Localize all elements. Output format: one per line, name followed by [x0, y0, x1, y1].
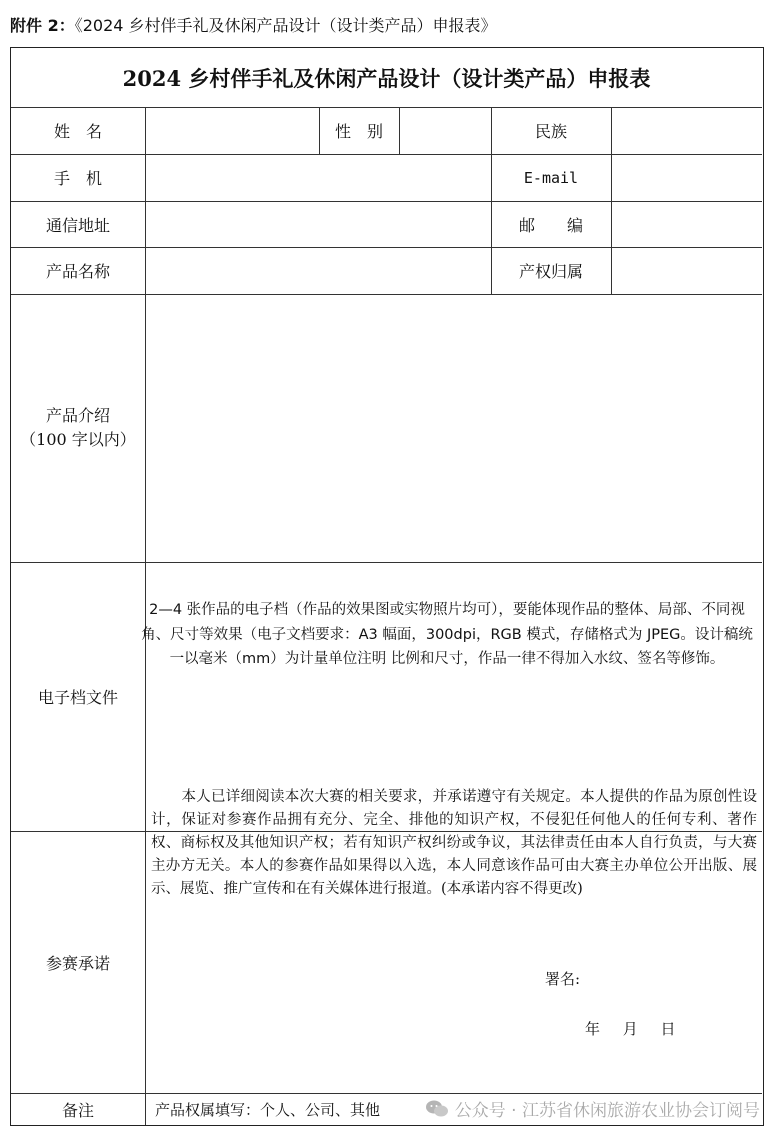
- label-product-name: 产品名称: [45, 262, 110, 281]
- label-efile: 电子档文件: [37, 688, 118, 707]
- label-phone: 手 机: [53, 169, 102, 188]
- wechat-icon: [425, 1100, 449, 1118]
- label-ownership: 产权归属: [518, 262, 583, 281]
- watermark: [425, 1096, 760, 1121]
- label-remarks: 备注: [61, 1100, 94, 1120]
- page-header: [10, 13, 497, 36]
- application-form: [10, 47, 764, 1126]
- label-pledge: 参赛承诺: [45, 953, 110, 973]
- attachment-title: 《2024 乡村伴手礼及休闲产品设计（设计类产品）申报表》: [74, 16, 497, 35]
- address-field[interactable]: [146, 201, 491, 247]
- intro-label-line2: （100 字以内）: [20, 430, 136, 449]
- email-field[interactable]: [612, 154, 762, 201]
- watermark-text: 公众号 · 江苏省休闲旅游农业协会订阅号: [454, 1101, 760, 1121]
- label-address: 通信地址: [45, 215, 110, 235]
- attachment-label: 附件 2：: [10, 16, 75, 35]
- product-name-field[interactable]: [146, 247, 491, 294]
- signature-label: 署名:: [545, 970, 581, 988]
- label-postcode: 邮 编: [518, 215, 583, 235]
- label-gender: 性 别: [334, 122, 383, 141]
- form-title: 2024 乡村伴手礼及休闲产品设计（设计类产品）申报表: [122, 65, 651, 91]
- label-name: 姓 名: [53, 122, 102, 141]
- name-field[interactable]: [146, 107, 319, 154]
- postcode-field[interactable]: [612, 201, 762, 247]
- label-email: E-mail: [523, 168, 579, 187]
- label-product-intro: [11, 294, 145, 562]
- gender-field[interactable]: [400, 107, 491, 154]
- phone-field[interactable]: [146, 154, 491, 201]
- remarks-text: 产品权属填写：个人、公司、其他: [155, 1101, 381, 1119]
- product-intro-field[interactable]: [146, 295, 762, 562]
- intro-label-line1: 产品介绍: [45, 406, 110, 425]
- ethnicity-field[interactable]: [612, 107, 762, 154]
- date-label: 年 月 日: [585, 1020, 676, 1038]
- pledge-text: 本人已详细阅读本次大赛的相关要求，并承诺遵守有关规定。本人提供的作品为原创性设计，保证对参赛作品拥有充分、完全、排他的知识产权，不侵犯任何他人的任何专利、著作权、商标权及其他知识产权；若有知识产权纠纷或争议，其法律责任由本人自行负责，与大赛主办方无关。本人的参赛作品如果得以入选，本人同意该作品可由大赛主办单位公开出版、展示、展览、推广宣传和在有关媒体进行报道。(本承诺内容不得更改): [151, 789, 757, 897]
- label-ethnicity: 民族: [534, 122, 567, 141]
- ownership-field[interactable]: [612, 247, 762, 294]
- efile-instructions: 2—4 张作品的电子档（作品的效果图或实物照片均可），要能体现作品的整体、局部、不同视角、尺寸等效果（电子文档要求：A3 幅面，300dpi，RGB 模式，存储格式为 JPEG。设计稿统一以毫米（mm）为计量单位注明 比例和尺寸，作品一律不得加入水纹、签名等修饰。: [141, 602, 753, 667]
